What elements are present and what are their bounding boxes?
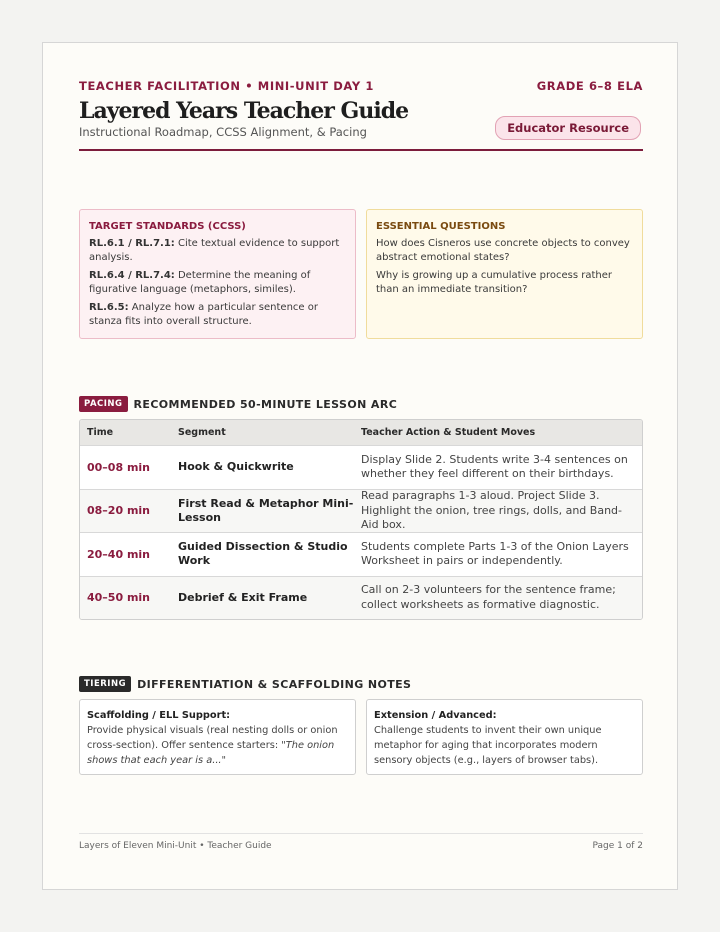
tiering-section-header	[79, 676, 411, 692]
standard-item	[89, 237, 346, 266]
standard-item	[89, 269, 346, 298]
table-row	[80, 532, 642, 576]
standard-text: Determine the meaning of figurative language (metaphors, similes).	[89, 269, 311, 295]
page-subtitle: Instructional Roadmap, CCSS Alignment, & Pacing	[79, 125, 367, 139]
pacing-table	[79, 419, 643, 620]
standard-text: Cite textual evidence to support analysis.	[89, 237, 340, 263]
eyebrow-bar	[79, 79, 643, 93]
standard-text: Analyze how a particular sentence or stanza fits into overall structure.	[89, 301, 318, 327]
table-row	[80, 445, 642, 489]
header-divider	[79, 149, 643, 151]
row-time: 00–08 min	[87, 460, 151, 474]
sentence-starter-quote: "The onion shows that each year is a..."	[87, 740, 335, 766]
scaffolding-text	[87, 723, 348, 768]
table-row	[80, 576, 642, 620]
extension-heading: Extension / Advanced:	[374, 710, 497, 721]
page-title: Layered Years Teacher Guide	[79, 98, 409, 124]
row-action: Call on 2-3 volunteers for the sentence frame; collect worksheets as formative diagnostic.	[361, 583, 616, 611]
column-header-segment: Segment	[178, 427, 226, 438]
scaffolding-card	[79, 699, 356, 775]
question-item: How does Cisneros use concrete objects to convey abstract emotional states?	[376, 237, 630, 263]
educator-resource-badge: Educator Resource	[495, 116, 641, 140]
essential-questions-card	[366, 209, 643, 339]
standard-code: RL.6.5:	[89, 301, 129, 313]
row-time: 08–20 min	[87, 504, 151, 518]
extension-text: Challenge students to invent their own unique metaphor for aging that incorporates modern sensory objects (e.g., layers of browser tabs).	[374, 725, 602, 766]
standard-code: RL.6.1 / RL.7.1:	[89, 237, 175, 249]
question-item: Why is growing up a cumulative process rather than an immediate transition?	[376, 269, 612, 295]
pacing-tag: PACING	[79, 396, 128, 412]
footer-divider	[79, 833, 643, 834]
page-number: Page 1 of 2	[592, 841, 643, 851]
row-segment: Debrief & Exit Frame	[178, 590, 308, 604]
scaffolding-body: Provide physical visuals (real nesting dolls or onion cross-section). Offer sentence starters:	[87, 725, 338, 751]
standards-card	[79, 209, 356, 339]
table-row	[80, 489, 642, 533]
row-segment: Guided Dissection & Studio Work	[178, 540, 348, 568]
footer-left: Layers of Eleven Mini-Unit • Teacher Guide	[79, 841, 272, 851]
standard-code: RL.6.4 / RL.7.4:	[89, 269, 175, 281]
extension-card	[366, 699, 643, 775]
standard-item	[89, 301, 346, 330]
page-footer	[79, 841, 643, 851]
guide-page	[42, 42, 678, 890]
scaffolding-heading: Scaffolding / ELL Support:	[87, 710, 231, 721]
pacing-title: RECOMMENDED 50-MINUTE LESSON ARC	[133, 397, 398, 411]
grade-label: GRADE 6–8 ELA	[536, 79, 643, 93]
eyebrow-label: TEACHER FACILITATION • MINI-UNIT DAY 1	[79, 79, 374, 93]
row-time: 20–40 min	[87, 547, 151, 561]
pacing-section-header	[79, 396, 397, 412]
row-action: Read paragraphs 1-3 aloud. Project Slide 3. Highlight the onion, tree rings, dolls, and Band-Aid box.	[361, 489, 622, 531]
column-header-action: Teacher Action & Student Moves	[361, 427, 536, 438]
row-action: Students complete Parts 1-3 of the Onion Layers Worksheet in pairs or independently.	[361, 539, 629, 568]
row-segment: Hook & Quickwrite	[178, 460, 294, 474]
row-segment: First Read & Metaphor Mini-Lesson	[178, 496, 354, 524]
questions-heading: ESSENTIAL QUESTIONS	[376, 221, 506, 232]
row-time: 40–50 min	[87, 591, 151, 605]
table-header	[80, 420, 642, 445]
row-action: Display Slide 2. Students write 3-4 sentences on whether they feel different on their birthdays.	[361, 452, 628, 481]
tiering-tag: TIERING	[79, 676, 131, 692]
column-header-time: Time	[87, 427, 114, 438]
tiering-title: DIFFERENTIATION & SCAFFOLDING NOTES	[137, 677, 412, 691]
standards-heading: TARGET STANDARDS (CCSS)	[89, 221, 246, 232]
